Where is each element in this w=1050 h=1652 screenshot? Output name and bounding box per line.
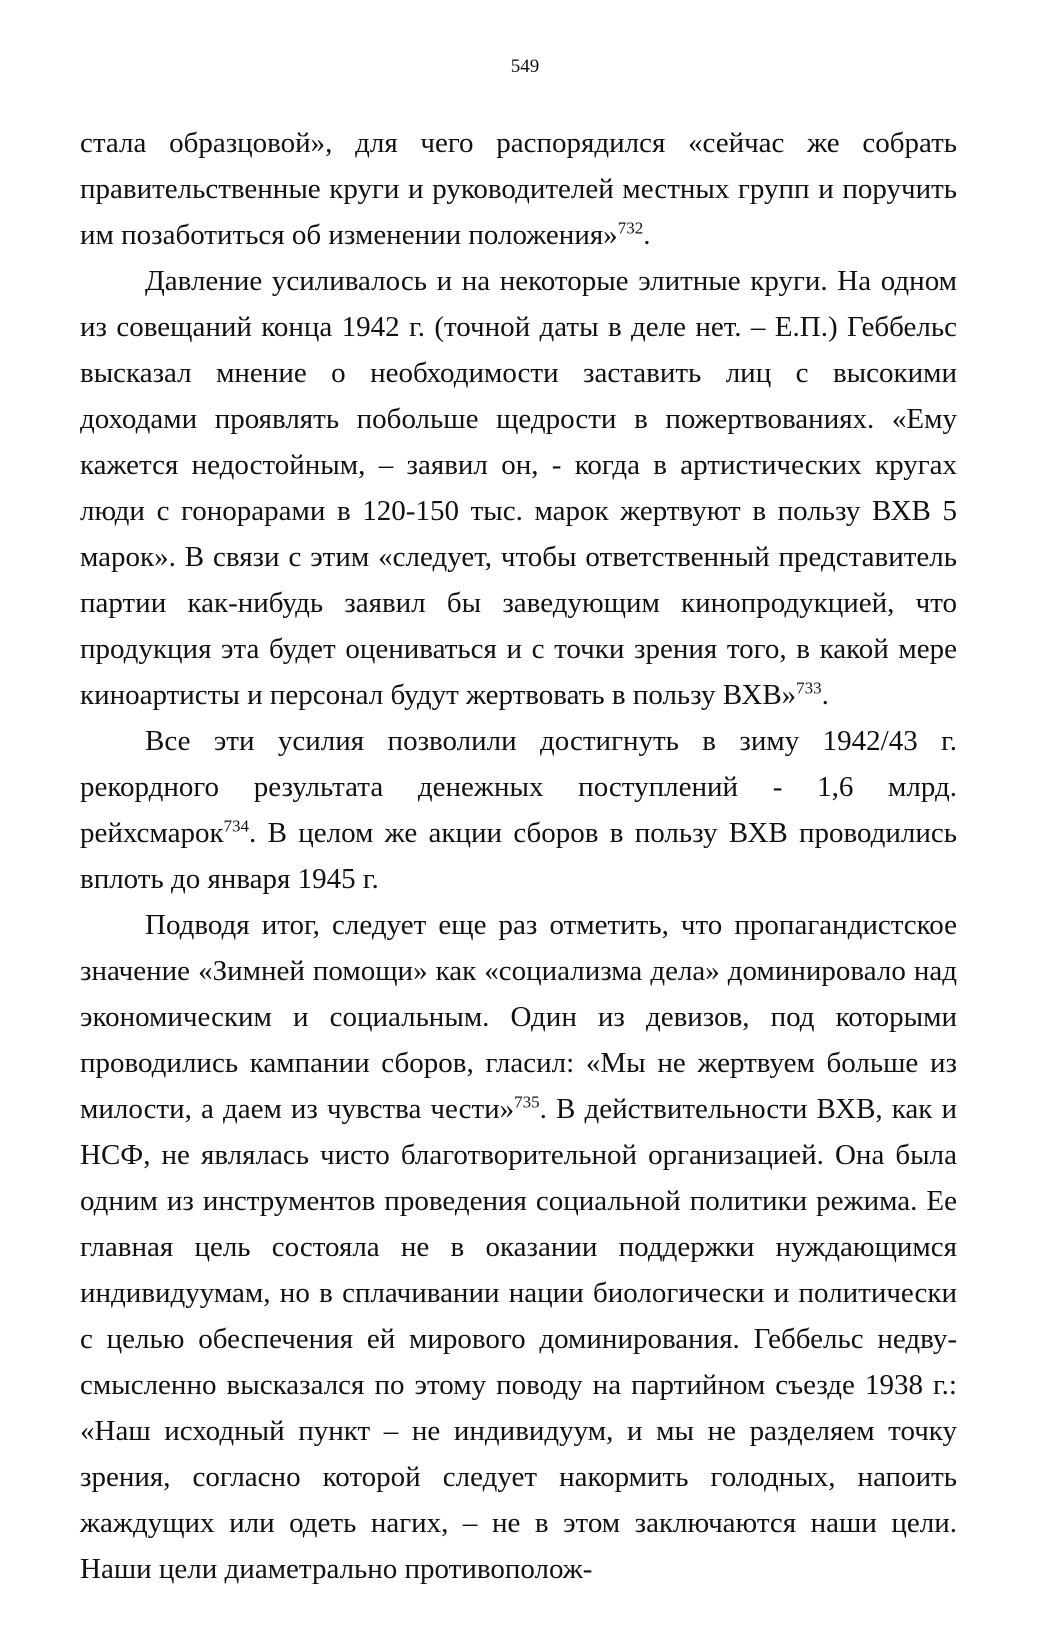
paragraph-text: . [821,679,829,711]
paragraph-text: Подводя итог, следует еще раз отметить, что пропагандистское значение «Зимней помощи» как «социализма дела» доминировало над экономическим и социальным. Один из девизов, под которыми проводились кампании сборов, гласил: «Мы не жертвуем больше из милости, а даем из чувства чести» [80,909,957,1125]
paragraph-text: . [643,219,651,251]
paragraph [80,258,957,718]
footnote-ref: 734 [223,816,250,836]
page-number: 549 [510,56,540,77]
paragraph-text: Все эти усилия позволили достигнуть в зиму 1942/43 г. рекордного результата денежных поступлений - 1,6 млрд. рейхсмарок [80,725,957,849]
body-text [80,120,957,1592]
paragraph [80,902,957,1592]
footnote-ref: 733 [796,678,822,698]
paragraph [80,120,957,258]
paragraph [80,718,957,902]
paragraph-text: . В целом же акции сборов в пользу ВХВ проводились вплоть до января 1945 г. [80,817,957,895]
footnote-ref: 732 [617,218,644,238]
paragraph-text: стала образцовой», для чего распорядился «сейчас же собрать правительственные круги и руководителей местных групп и поручить им позаботиться об изменении положения» [80,127,957,251]
paragraph-text: Давление усиливалось и на некоторые элитные круги. На одном из совещаний конца 1942 г. (точной даты в деле нет. – Е.П.) Геббельс высказал мнение о необходимости заставить лиц с высокими доходами проявлять побольше щедрости в пожертвованиях. «Ему кажется недостойным, – заявил он, - когда в артистических кругах люди с гонорарами в 120-150 тыс. марок жертвуют в пользу ВХВ 5 марок». В связи с этим «следует, чтобы ответственный представитель партии как-нибудь заявил бы заведующим кинопродукцией, что продукция эта будет оцениваться и с точки зрения того, в какой мере киноартисты и персонал будут жертвовать в пользу ВХВ» [80,265,957,711]
footnote-ref: 735 [514,1092,540,1112]
paragraph-text: . В действительности ВХВ, как и НСФ, не являлась чисто благотворительной организацией. Она была одним из инструментов проведения социальной политики режима. Ее главная цель состояла не в оказании поддержки нуждающимся индивидуумам, но в сплачивании нации биологически и политически с целью обеспечения ей мирового доминирования. Геббельс недвусмысленно высказался по этому поводу на партийном съезде 1938 г.: «Наш исходный пункт – не индивидуум, и мы не разделяем точку зрения, согласно которой следует накормить голодных, напоить жаждущих или одеть нагих, – не в этом заключаются наши цели. Наши цели диаметрально противополож- [80,1093,957,1585]
